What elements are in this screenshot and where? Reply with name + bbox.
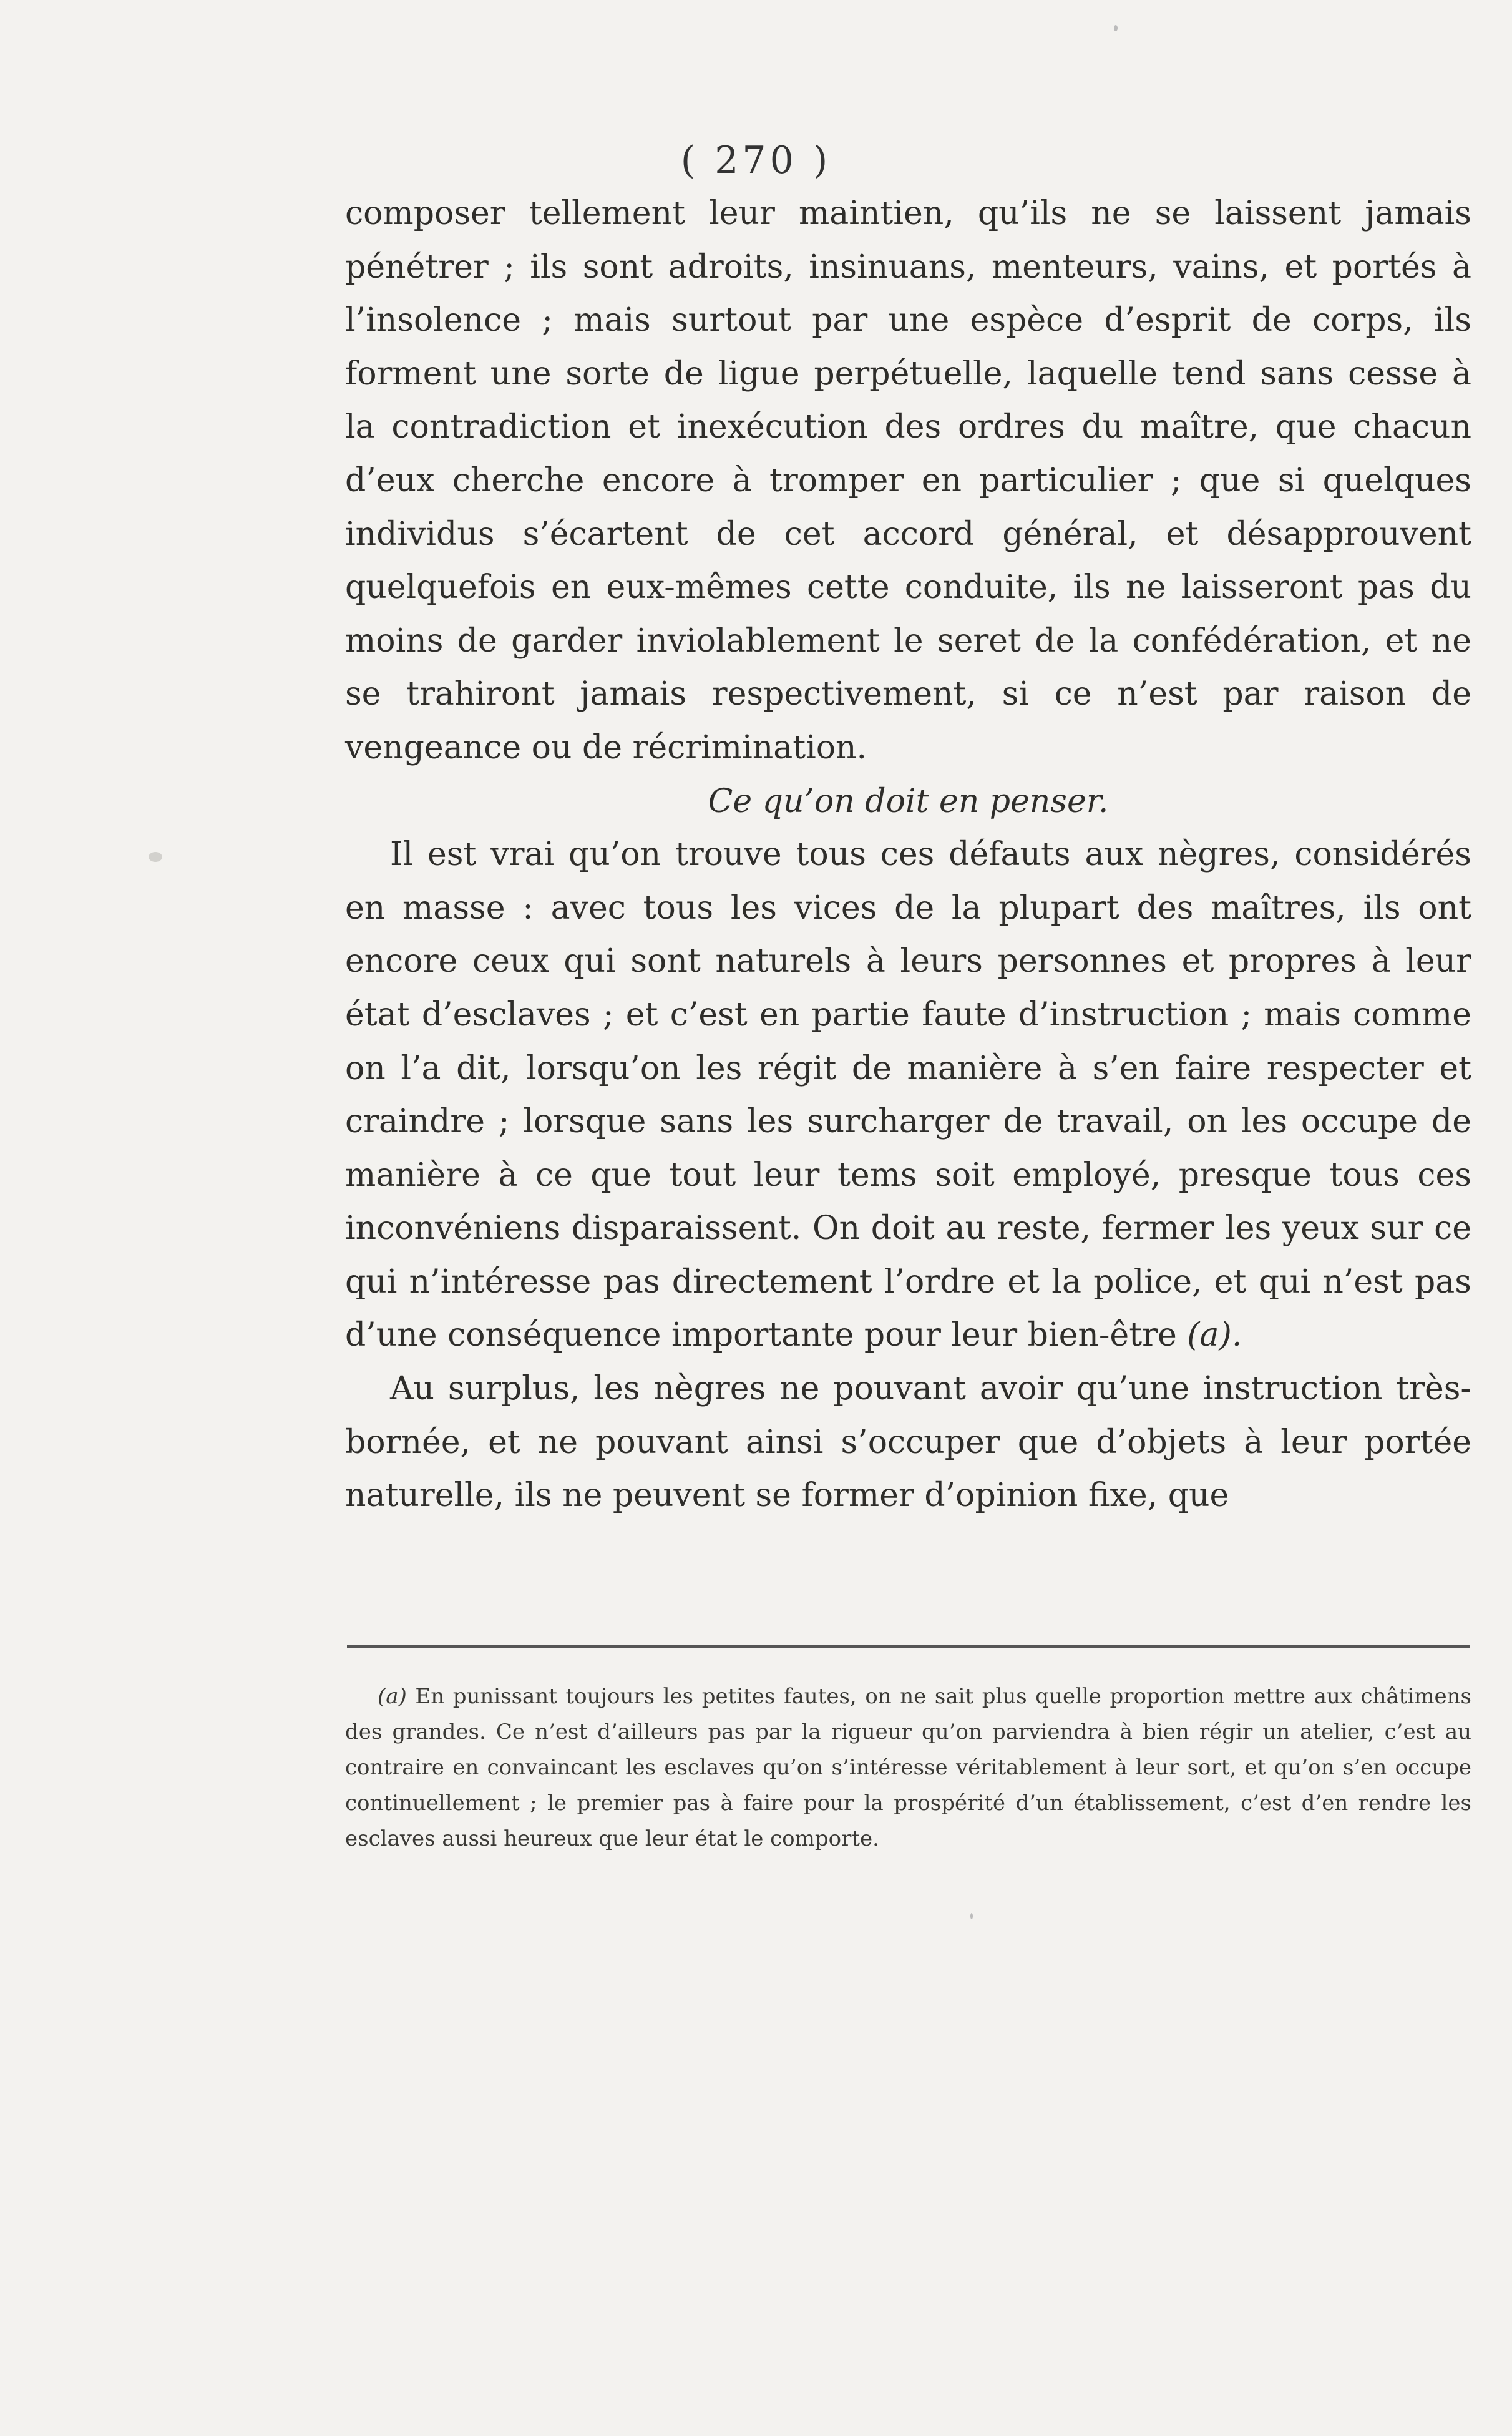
- footnote-text: En punissant toujours les petites fautes, on ne sait plus quelle proportion mettre aux châtimens des grandes. Ce n’est d’ailleurs pas par la rigueur qu’on parviendra à bien régir un atelier, c’est au contraire en convaincant les esclaves qu’on s’intéresse véritablement à leur sort, et qu’on s’en occupe continuellement ; le premier pas à faire pour la prospérité d’un établissement, c’est d’en rendre les esclaves aussi heureux que leur état le comporte.: [345, 1684, 1472, 1851]
- paper-speck: [970, 1913, 973, 1919]
- footnote: [345, 1679, 1471, 1857]
- main-text: [345, 187, 1471, 1523]
- paragraph-3: Au surplus, les nègres ne pouvant avoir qu’une instruction très-bornée, et ne pouvant ainsi s’occuper que d’objets à leur portée naturelle, ils ne peuvent se former d’opinion fixe, que: [345, 1370, 1471, 1515]
- section-heading: Ce qu’on doit en penser.: [708, 782, 1109, 820]
- page-number: ( 270 ): [680, 139, 832, 182]
- paragraph-2-text: Il est vrai qu’on trouve tous ces défauts aux nègres, considérés en masse : avec tous les vices de la plupart des maîtres, ils ont encore ceux qui sont naturels à leurs personnes et propres à leur état d’esclaves ; et c’est en partie faute d’instruction ; mais comme on l’a dit, lorsqu’on les régit de manière à s’en faire respecter et craindre ; lorsque sans les surcharger de travail, on les occupe de manière à ce que tout leur tems soit employé, presque tous ces inconvéniens disparaissent. On doit au reste, fermer les yeux sur ce qui n’intéresse pas directement l’ordre et la police, et qui n’est pas d’une conséquence importante pour leur bien-être: [345, 836, 1471, 1354]
- paragraph-2: [345, 828, 1471, 1362]
- footnote-reference: (a).: [1187, 1316, 1242, 1354]
- footnote-divider: [347, 1645, 1470, 1648]
- paper-speck: [149, 852, 162, 862]
- paper-speck: [1114, 25, 1118, 31]
- paragraph-1: composer tellement leur maintien, qu’ils ne se laissent jamais pénétrer ; ils sont adroits, insinuans, menteurs, vains, et portés à l’insolence ; mais surtout par une espèce d’esprit de corps, ils forment une sorte de ligue perpétuelle, laquelle tend sans cesse à la contradiction et inexécution des ordres du maître, que chacun d’eux cherche encore à tromper en particulier ; que si quelques individus s’écartent de cet accord général, et désapprouvent quelquefois en eux-mêmes cette conduite, ils ne laisseront pas du moins de garder inviolablement le seret de la confédération, et ne se trahiront jamais respectivement, si ce n’est par raison de vengeance ou de récrimination.: [345, 195, 1471, 766]
- footnote-mark: (a): [378, 1684, 407, 1709]
